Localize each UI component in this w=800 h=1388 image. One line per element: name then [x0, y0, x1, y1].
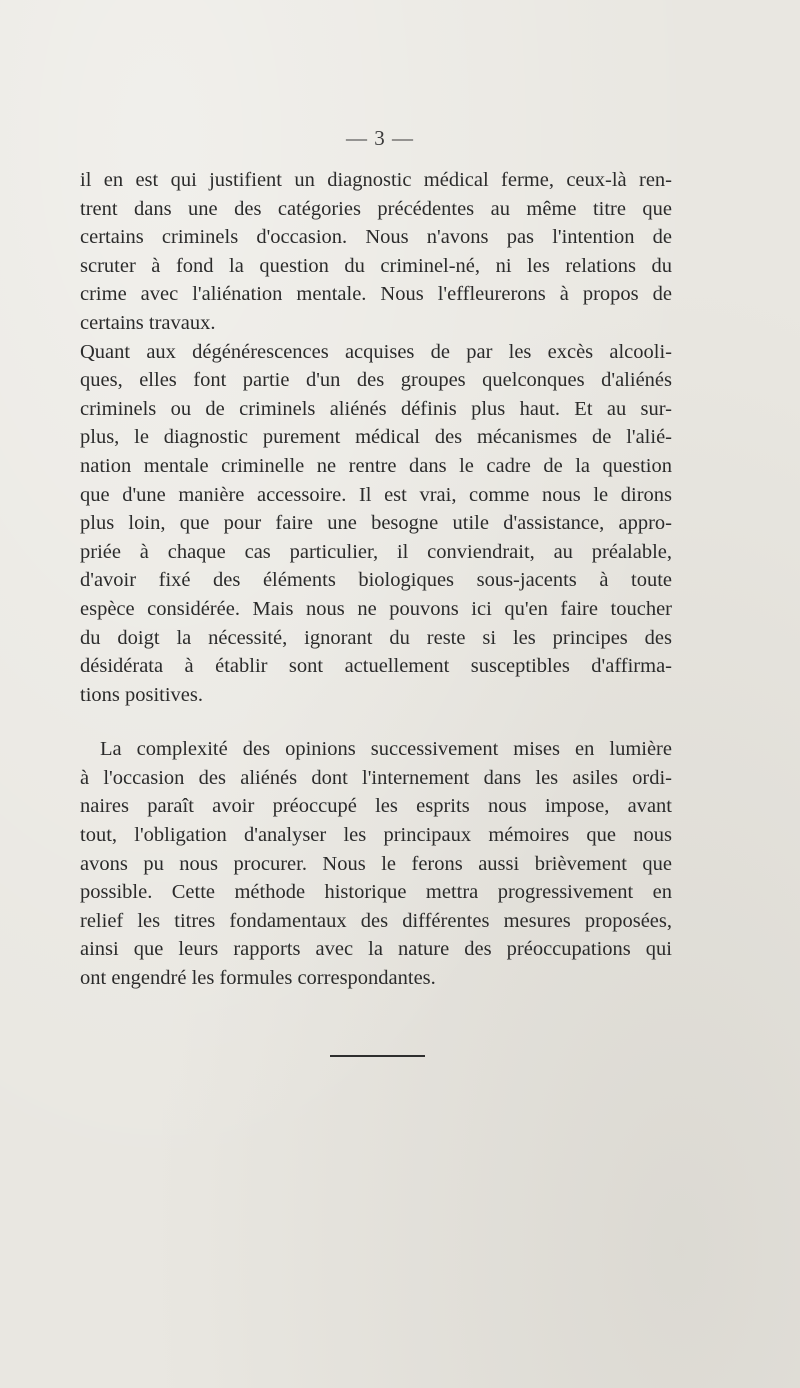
paragraph-2 — [80, 338, 672, 710]
text-line: tions positives. — [80, 683, 204, 706]
text-line: crime avec l'aliénation mentale. Nous l'effleurerons à propos de — [80, 283, 672, 306]
text-line: ques, elles font partie d'un des groupes quelconques d'aliénés — [80, 369, 672, 392]
text-line: ainsi que leurs rapports avec la nature des préoccupations qui — [80, 938, 672, 961]
paragraph-3 — [80, 735, 672, 992]
text-line: plus loin, que pour faire une besogne utile d'assistance, appro- — [80, 512, 672, 535]
text-line: La complexité des opinions successivement mises en lumière — [100, 738, 672, 761]
text-line: ont engendré les formules correspondantes. — [80, 967, 436, 990]
text-line: criminels ou de criminels aliénés définis plus haut. Et au sur- — [80, 397, 672, 420]
text-line: tout, l'obligation d'analyser les principaux mémoires que nous — [80, 824, 672, 847]
text-line: trent dans une des catégories précédentes au même titre que — [80, 197, 672, 220]
text-line: à l'occasion des aliénés dont l'internement dans les asiles ordi- — [80, 766, 672, 789]
text-line: espèce considérée. Mais nous ne pouvons ici qu'en faire toucher — [80, 597, 672, 620]
text-line: naires paraît avoir préoccupé les esprits nous impose, avant — [80, 795, 672, 818]
text-line: avons pu nous procurer. Nous le ferons aussi brièvement que — [80, 852, 672, 875]
text-line: il en est qui justifient un diagnostic médical ferme, ceux-là ren- — [80, 169, 672, 191]
text-line: Quant aux dégénérescences acquises de par les excès alcooli- — [80, 340, 672, 363]
text-line: d'avoir fixé des éléments biologiques sous-jacents à toute — [80, 569, 672, 592]
paragraph-1 — [80, 166, 672, 338]
paragraph-gap — [80, 709, 672, 735]
section-end-rule — [330, 1055, 425, 1057]
text-line: certains travaux. — [80, 311, 216, 334]
text-line: possible. Cette méthode historique mettra progressivement en — [80, 881, 672, 904]
text-line: désidérata à établir sont actuellement susceptibles d'affirma- — [80, 655, 672, 678]
text-line: priée à chaque cas particulier, il conviendrait, au préalable, — [80, 540, 672, 563]
text-line: scruter à fond la question du criminel-né, ni les relations du — [80, 254, 672, 277]
text-line: que d'une manière accessoire. Il est vrai, comme nous le dirons — [80, 483, 672, 506]
text-line: nation mentale criminelle ne rentre dans le cadre de la question — [80, 454, 672, 477]
text-line: certains criminels d'occasion. Nous n'avons pas l'intention de — [80, 226, 672, 249]
text-line: plus, le diagnostic purement médical des mécanismes de l'alié- — [80, 426, 672, 449]
page-number: — 3 — — [346, 126, 414, 150]
text-line: du doigt la nécessité, ignorant du reste si les principes des — [80, 626, 672, 649]
body-text — [80, 166, 672, 993]
text-line: relief les titres fondamentaux des différentes mesures proposées, — [80, 909, 672, 932]
